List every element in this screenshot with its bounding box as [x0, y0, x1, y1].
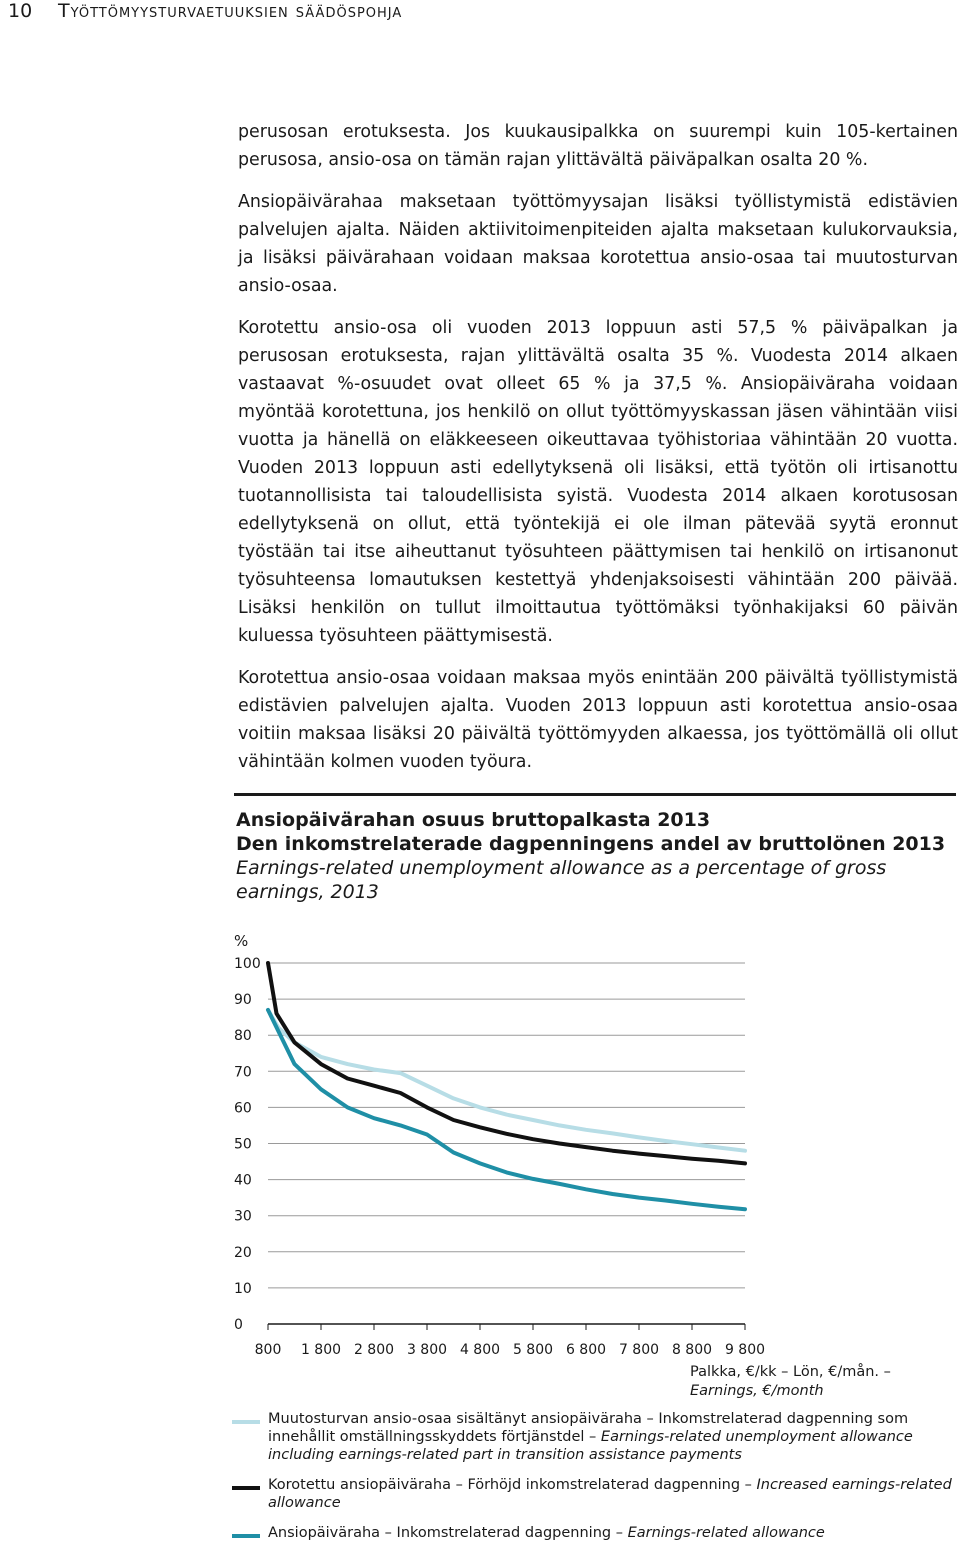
y-tick-label: 10: [234, 1280, 252, 1297]
x-axis-label-en: Earnings, €/month: [690, 1383, 824, 1399]
x-axis-label: [690, 1363, 960, 1401]
legend-label-en: Earnings-related allowance: [627, 1525, 825, 1541]
y-tick-label: 0: [234, 1317, 243, 1333]
legend-label-en: Earnings-related unemployment allowance including earnings-related part in transition assistance payments: [268, 1429, 913, 1463]
legend-text: [268, 1410, 952, 1464]
y-tick-label: 60: [234, 1100, 252, 1117]
x-tick-label: 3 800: [406, 1342, 448, 1358]
paragraph: Ansiopäivärahaa maksetaan työttömyysajan lisäksi työllistymistä edistävien palvelujen ajalta. Näiden aktiivitoimenpiteiden ajalta maksetaan kulukorvauksia, ja lisäksi päivärahaan voidaan maksaa korotettua ansio-osaa tai muutosturvan ansio-osaa.: [238, 192, 958, 296]
x-tick-label: 1 800: [300, 1342, 342, 1358]
legend-label: Ansiopäiväraha – Inkomstrelaterad dagpenning –: [268, 1525, 628, 1541]
legend-label: Korotettu ansiopäiväraha – Förhöjd inkomstrelaterad dagpenning –: [268, 1477, 757, 1493]
body-text: [238, 118, 958, 790]
line-chart: [0, 920, 960, 1365]
legend-swatch: [232, 1420, 260, 1424]
y-tick-label: 30: [234, 1208, 252, 1225]
figure-top-rule: [234, 793, 956, 796]
y-tick-label: 50: [234, 1136, 252, 1153]
paragraph: Korotettua ansio-osaa voidaan maksaa myös enintään 200 päivältä työllistymistä edistävien palvelujen ajalta. Vuoden 2013 loppuun asti korotettua ansio-osaa voitiin maksaa lisäksi 20 päivältä työttömyyden alkaessa, jos työttömällä oli ollut vähintään kolmen vuoden työura.: [238, 668, 958, 772]
y-axis-unit-label: %: [234, 932, 249, 950]
page-number: 10: [8, 0, 33, 22]
figure-title-block: [236, 808, 956, 904]
legend-swatch: [232, 1534, 260, 1538]
x-tick-label: 800: [254, 1342, 282, 1358]
y-tick-label: 20: [234, 1244, 252, 1261]
figure-title-fi: Ansiopäivärahan osuus bruttopalkasta 2013: [236, 809, 711, 831]
y-tick-label: 70: [234, 1064, 252, 1081]
legend-text: [268, 1524, 952, 1542]
figure-title-en: Earnings-related unemployment allowance as a percentage of gross earnings, 2013: [236, 857, 887, 903]
legend-label: Muutosturvan ansio-osaa sisältänyt ansiopäiväraha – Inkomstrelaterad dagpenning som innehållit omställningsskyddets förtjänstdel –: [268, 1411, 909, 1445]
paragraph: Korotettu ansio-osa oli vuoden 2013 loppuun asti 57,5 % päiväpalkan ja perusosan erotuksesta, rajan ylittävältä osalta 35 %. Vuodesta 2014 alkaen vastaavat %-osuudet ovat olleet 65 % ja 37,5 %. Ansiopäiväraha voidaan myöntää korotettuna, jos henkilö on ollut työttömyyskassan jäsen vähintään viisi vuotta ja hänellä on eläkkeeseen oikeuttavaa työhistoriaa vähintään 20 vuotta. Vuoden 2013 loppuun asti edellytyksenä oli lisäksi, että työtön oli irtisanottu tuotannollisista tai taloudellisista syistä. Vuodesta 2014 alkaen korotusosan edellytyksenä on ollut, että työntekijä ei ole ilman pätevää syytä eronnut työstään tai itse aiheuttanut työsuhteen päättymisen tai henkilö on irtisanonut työsuhteensa lomautuksen kestettyä yhdenjaksoisesti vähintään 200 päivää. Lisäksi henkilön on tullut ilmoittautua työttömäksi työnhakijaksi 60 päivän kuluessa työsuhteen päättymisestä.: [238, 318, 958, 646]
page-header: [0, 0, 960, 28]
legend-text: [268, 1476, 952, 1512]
y-tick-label: 80: [234, 1028, 252, 1045]
legend-swatch: [232, 1486, 260, 1490]
legend-item: [232, 1476, 952, 1512]
x-tick-label: 4 800: [459, 1342, 501, 1358]
x-tick-label: 7 800: [618, 1342, 660, 1358]
legend-item: [232, 1524, 952, 1542]
x-tick-label: 9 800: [724, 1342, 766, 1358]
x-tick-label: 6 800: [565, 1342, 607, 1358]
legend-label-en: Increased earnings-related allowance: [268, 1477, 952, 1511]
series-line: [268, 1010, 745, 1151]
chart-legend: [232, 1410, 952, 1554]
running-head: Työttömyysturvaetuuksien säädöspohja: [58, 0, 403, 22]
paragraph: perusosan erotuksesta. Jos kuukausipalkka on suurempi kuin 105-kertainen perusosa, ansio-osa on tämän rajan ylittävältä päiväpalkan osalta 20 %.: [238, 122, 958, 170]
x-axis-label-fi-sv: Palkka, €/kk – Lön, €/mån. –: [690, 1364, 891, 1380]
figure-title-sv: Den inkomstrelaterade dagpenningens andel av bruttolönen 2013: [236, 833, 946, 855]
x-tick-label: 8 800: [671, 1342, 713, 1358]
legend-item: [232, 1410, 952, 1464]
x-tick-label: 2 800: [353, 1342, 395, 1358]
x-tick-label: 5 800: [512, 1342, 554, 1358]
y-tick-label: 90: [234, 992, 252, 1009]
y-tick-label: 40: [234, 1172, 252, 1189]
y-tick-label: 100: [234, 956, 261, 972]
